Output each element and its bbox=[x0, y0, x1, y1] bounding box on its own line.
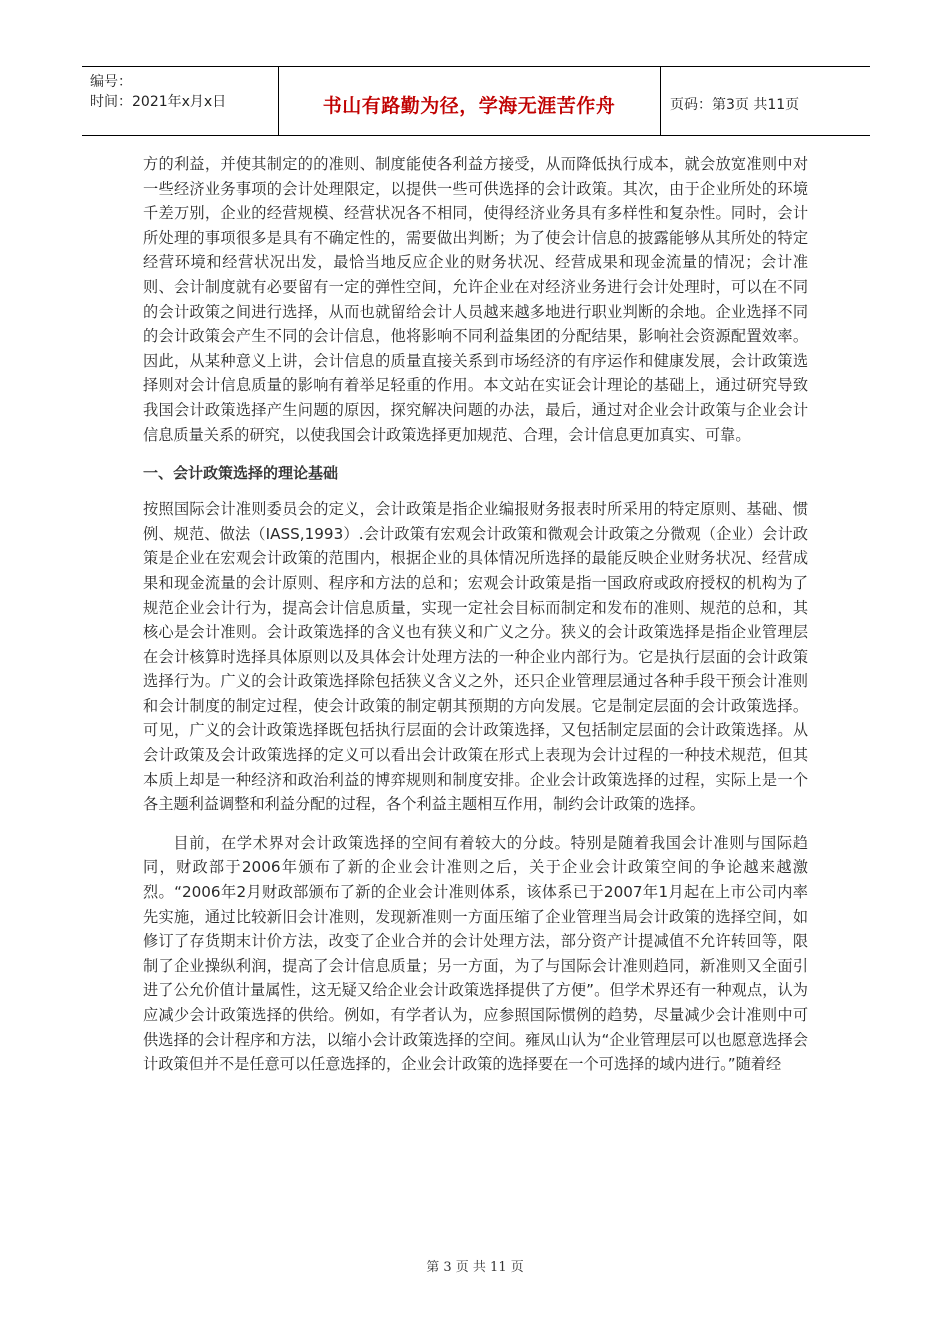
serial-number-label: 编号： bbox=[90, 74, 132, 90]
section-heading: 一、会计政策选择的理论基础 bbox=[143, 464, 339, 483]
document-body bbox=[143, 152, 808, 1077]
header-page-info: 页码：第3页 共11页 bbox=[670, 97, 800, 113]
motto-text: 书山有路勤为径，学海无涯苦作舟 bbox=[322, 95, 616, 117]
paragraph-2: 按照国际会计准则委员会的定义，会计政策是指企业编报财务报表时所采用的特定原则、基础、惯例、规范、做法（IASS,1993）.会计政策有宏观会计政策和微观会计政策之分微观（企业）会计政策是企业在宏观会计政策的范围内，根据企业的具体情况所选择的最能反映企业财务状况、经营成果和现金流量的会计原则、程序和方法的总和；宏观会计政策是指一国政府或政府授权的机构为了规范企业会计行为，提高会计信息质量，实现一定社会目标而制定和发布的准则、规范的总和，其核心是会计准则。会计政策选择的含义也有狭义和广义之分。狭义的会计政策选择是指企业管理层在会计核算时选择具体原则以及具体会计处理方法的一种企业内部行为。它是执行层面的会计政策选择行为。广义的会计政策选择除包括狭义含义之外，还只企业管理层通过各种手段干预会计准则和会计制度的制定过程，使会计政策的制定朝其预期的方向发展。它是制定层面的会计政策选择。可见，广义的会计政策选择既包括执行层面的会计政策选择，又包括制定层面的会计政策选择。从会计政策及会计政策选择的定义可以看出会计政策在形式上表现为会计过程的一种技术规范，但其本质上却是一种经济和政治利益的博弈规则和制度安排。企业会计政策选择的过程，实际上是一个各主题利益调整和利益分配的过程，各个利益主题相互作用，制约会计政策的选择。 bbox=[143, 500, 808, 814]
page-header bbox=[82, 66, 870, 136]
header-motto-cell bbox=[278, 67, 661, 135]
paragraph-1: 方的利益，并使其制定的的准则、制度能使各利益方接受，从而降低执行成本，就会放宽准则中对一些经济业务事项的会计处理限定，以提供一些可供选择的会计政策。其次，由于企业所处的环境千差万别，企业的经营规模、经营状况各不相同，使得经济业务具有多样性和复杂性。同时，会计所处理的事项很多是具有不确定性的，需要做出判断；为了使会计信息的披露能够从其所处的特定经营环境和经营状况出发，最恰当地反应企业的财务状况、经营成果和现金流量的情况；会计准则、会计制度就有必要留有一定的弹性空间，允许企业在对经济业务进行会计处理时，可以在不同的会计政策之间进行选择，从而也就留给会计人员越来越多地进行职业判断的余地。企业选择不同的会计政策会产生不同的会计信息，他将影响不同利益集团的分配结果，影响社会资源配置效率。因此，从某种意义上讲，会计信息的质量直接关系到市场经济的有序运作和健康发展，会计政策选择则对会计信息质量的影响有着举足轻重的作用。本文站在实证会计理论的基础上，通过研究导致我国会计政策选择产生问题的原因，探究解决问题的办法，最后，通过对企业会计政策与企业会计信息质量关系的研究，以使我国会计政策选择更加规范、合理，会计信息更加真实、可靠。 bbox=[143, 155, 808, 444]
paragraph-3: 目前，在学术界对会计政策选择的空间有着较大的分歧。特别是随着我国会计准则与国际趋同，财政部于2006年颁布了新的企业会计准则之后，关于企业会计政策空间的争论越来越激烈。“2006年2月财政部颁布了新的企业会计准则体系，该体系已于2007年1月起在上市公司内率先实施，通过比较新旧会计准则，发现新准则一方面压缩了企业管理当局会计政策的选择空间，如修订了存货期末计价方法，改变了企业合并的会计处理方法，部分资产计提减值不允许转回等，限制了企业操纵利润，提高了会计信息质量；另一方面，为了与国际会计准则趋同，新准则又全面引进了公允价值计量属性，这无疑又给企业会计政策选择提供了方便”。但学术界还有一种观点，认为应减少会计政策选择的供给。例如，有学者认为，应参照国际惯例的趋势，尽量减少会计准则中可供选择的会计程序和方法，以缩小会计政策选择的空间。雍凤山认为“企业管理层可以也愿意选择会计政策但并不是任意可以任意选择的，企业会计政策的选择要在一个可选择的域内进行。”随着经 bbox=[143, 833, 808, 1074]
header-page-cell bbox=[660, 67, 870, 135]
page-footer: 第 3 页 共 11 页 bbox=[426, 1260, 524, 1275]
header-info-cell bbox=[82, 67, 279, 135]
date-label: 时间：2021年x月x日 bbox=[90, 94, 227, 110]
